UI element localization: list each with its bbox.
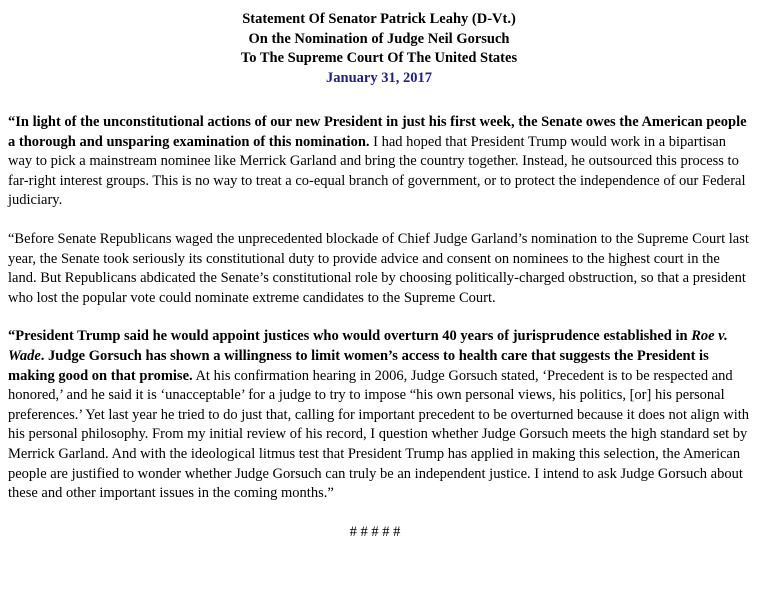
paragraph-3-bold-b: . Judge Gorsuch has shown a willingness to limit women’s access to health care that suggests the President is making good on that promise. (8, 347, 709, 384)
paragraph-1-text: I had hoped that President Trump would work in a bipartisan way to pick a mainstream nominee like Merrick Garland and bring the country together. Instead, he outsourced this process to far-right interest groups. This is no way to treat a co-equal branch of government, or to protect the independence of our Federal judiciary. (8, 133, 746, 209)
paragraph-3 (8, 327, 750, 503)
statement-header (8, 10, 750, 88)
header-court: To The Supreme Court Of The United States (240, 50, 518, 66)
paragraph-3-case-name: Roe v. Wade (8, 328, 728, 364)
paragraph-2 (8, 230, 750, 308)
paragraph-1-bold: “In light of the unconstitutional actions of our new President in just his first week, the Senate owes the American people a thorough and unsparing examination of this nomination. (8, 114, 747, 150)
header-subtitle: On the Nomination of Judge Neil Gorsuch (248, 30, 510, 47)
end-mark: # # # # # (349, 523, 401, 540)
paragraph-3-bold-a: “President Trump said he would appoint justices who would overturn 40 years of jurisprudence established in (8, 328, 692, 345)
header-date: January 31, 2017 (326, 69, 432, 86)
paragraph-2-text: “Before Senate Republicans waged the unprecedented blockade of Chief Judge Garland’s nomination to the Supreme Court last year, the Senate took seriously its constitutional duty to provide advice and consent on nominees to the highest court in the land. But Republicans abdicated the Senate’s constitutional role by choosing politically-charged obstruction, so that a president who lost the popular vote could nominate extreme candidates to the Supreme Court. (8, 230, 749, 306)
paragraph-1 (8, 113, 750, 211)
header-title: Statement Of Senator Patrick Leahy (D-Vt.) (242, 11, 516, 27)
paragraph-3-text: At his confirmation hearing in 2006, Judge Gorsuch stated, ‘Precedent is to be respected and honored,’ and he said it is ‘unacceptable’ for a judge to try to impose “his own personal views, his politics, [or] his personal preferences.’ Yet last year he tried to do just that, calling for important precedent to be overturned because it does not align with his personal philosophy. From my initial review of his record, I question whether Judge Gorsuch meets the high standard set by Merrick Garland. And with the ideological litmus test that President Trump has applied in making this selection, the American people are justified to wonder whether Judge Gorsuch can truly be an independent justice. I intend to ask Judge Gorsuch about these and other important issues in the coming months.” (8, 367, 750, 502)
